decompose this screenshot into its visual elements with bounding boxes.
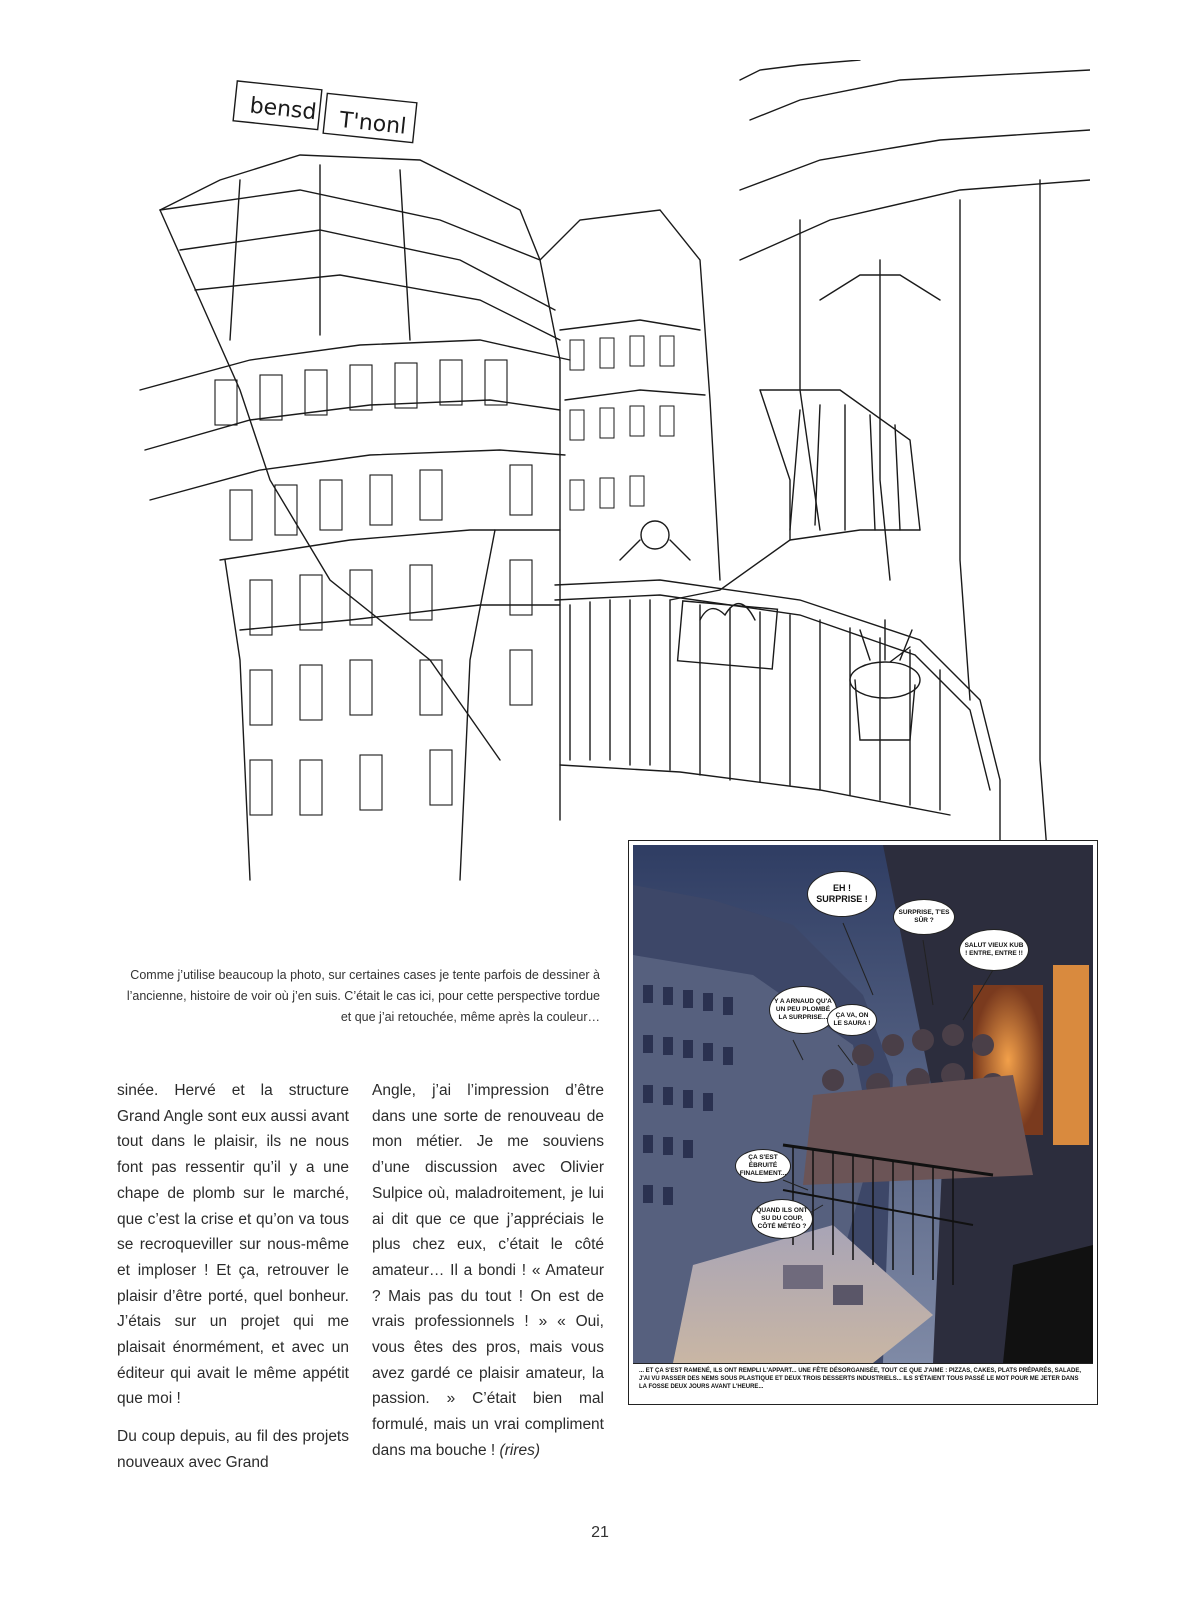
speech-balloon-7: QUAND ILS ONT SU DU COUP, CÔTÉ MÉTÉO ?	[751, 1199, 813, 1239]
comic-panel-caption: ... ET ÇA S'EST RAMENÉ, ILS ONT REMPLI L'APPART... UNE FÊTE DÉSORGANISÉE, TOUT CE QUE J'AIME : PIZZAS, CAKES, PLATS PRÉPARÉS, SALADE, J'AI VU PASSER DES NEMS SOUS PLASTIQUE ET DEUX TROIS DESSERTS INDUSTRIELS... ILS S'ÉTAIENT TOUS PASSÉ LE MOT POUR ME JETER DANS LA FOSSE DEUX JOURS AVANT L'HEURE...	[633, 1363, 1093, 1399]
illustration-caption	[110, 965, 600, 1028]
body-text-column-1	[117, 1078, 349, 1488]
speech-balloon-main: EH ! SURPRISE !	[807, 871, 877, 917]
caption-line-3: et que j’ai retouchée, même après la couleur…	[340, 1010, 600, 1024]
speech-balloon-6: ÇA S'EST ÉBRUITÉ FINALEMENT...	[735, 1149, 791, 1183]
pencil-sketch-illustration	[100, 60, 1090, 890]
caption-line-1: Comme j’utilise beaucoup la photo, sur certaines cases je tente parfois de dessiner à	[130, 968, 600, 982]
column-2-text: Angle, j’ai l’impression d’être dans une sorte de renouveau de mon métier. Je me souviens d’une discussion avec Olivier Sulpice où, maladroitement, je lui ai dit que ce que j’appréciais le plus chez eux, c’était le côté amateur… Il a bondi ! « Amateur ? Mais pas du tout ! On est de vrais professionnels ! » « Oui, vous êtes des pros, mais vous avez gardé ce plaisir amateur, la passion. » C’était bien mal formulé, mais un vrai compliment dans ma bouche !	[372, 1082, 604, 1459]
sketch-sign-2: T'nonl	[338, 107, 408, 140]
column-1-paragraph-2: Du coup depuis, au fil des projets nouveaux avec Grand	[117, 1428, 349, 1471]
speech-balloon-2: SURPRISE, T'ES SÛR ?	[893, 899, 955, 935]
speech-balloon-3: SALUT VIEUX KUB ! ENTRE, ENTRE !!	[959, 929, 1029, 971]
column-1-paragraph-1: sinée. Hervé et la structure Grand Angle sont eux aussi avant tout dans le plaisir, ils ne nous font pas ressentir qu’il y a une chape de plomb sur le marché, que c’est la crise et qu’on va tous se recroqueviller sur nous-même et imploser ! Et ça, retrouver le plaisir d’être porté, quel bonheur. J’étais sur un projet qui me plaisait énormément, et avec un éditeur qui avait le même appétit que moi !	[117, 1082, 349, 1408]
comic-panel-artwork	[633, 845, 1093, 1363]
speech-balloon-4: Y A ARNAUD QU'A UN PEU PLOMBÉ LA SURPRISE...	[769, 986, 837, 1034]
caption-line-2: l’ancienne, histoire de voir où j’en suis. C’était le cas ici, pour cette perspective tordue	[126, 989, 600, 1003]
body-text-column-2	[372, 1078, 604, 1476]
page-number: 21	[591, 1524, 609, 1541]
speech-balloon-5: ÇA VA, ON LE SAURA !	[827, 1004, 877, 1036]
sketch-sign-1: bensd	[248, 93, 318, 126]
comic-panel	[628, 840, 1098, 1405]
column-2-aside: (rires)	[499, 1441, 541, 1459]
column-2-paragraph-1	[372, 1078, 604, 1464]
